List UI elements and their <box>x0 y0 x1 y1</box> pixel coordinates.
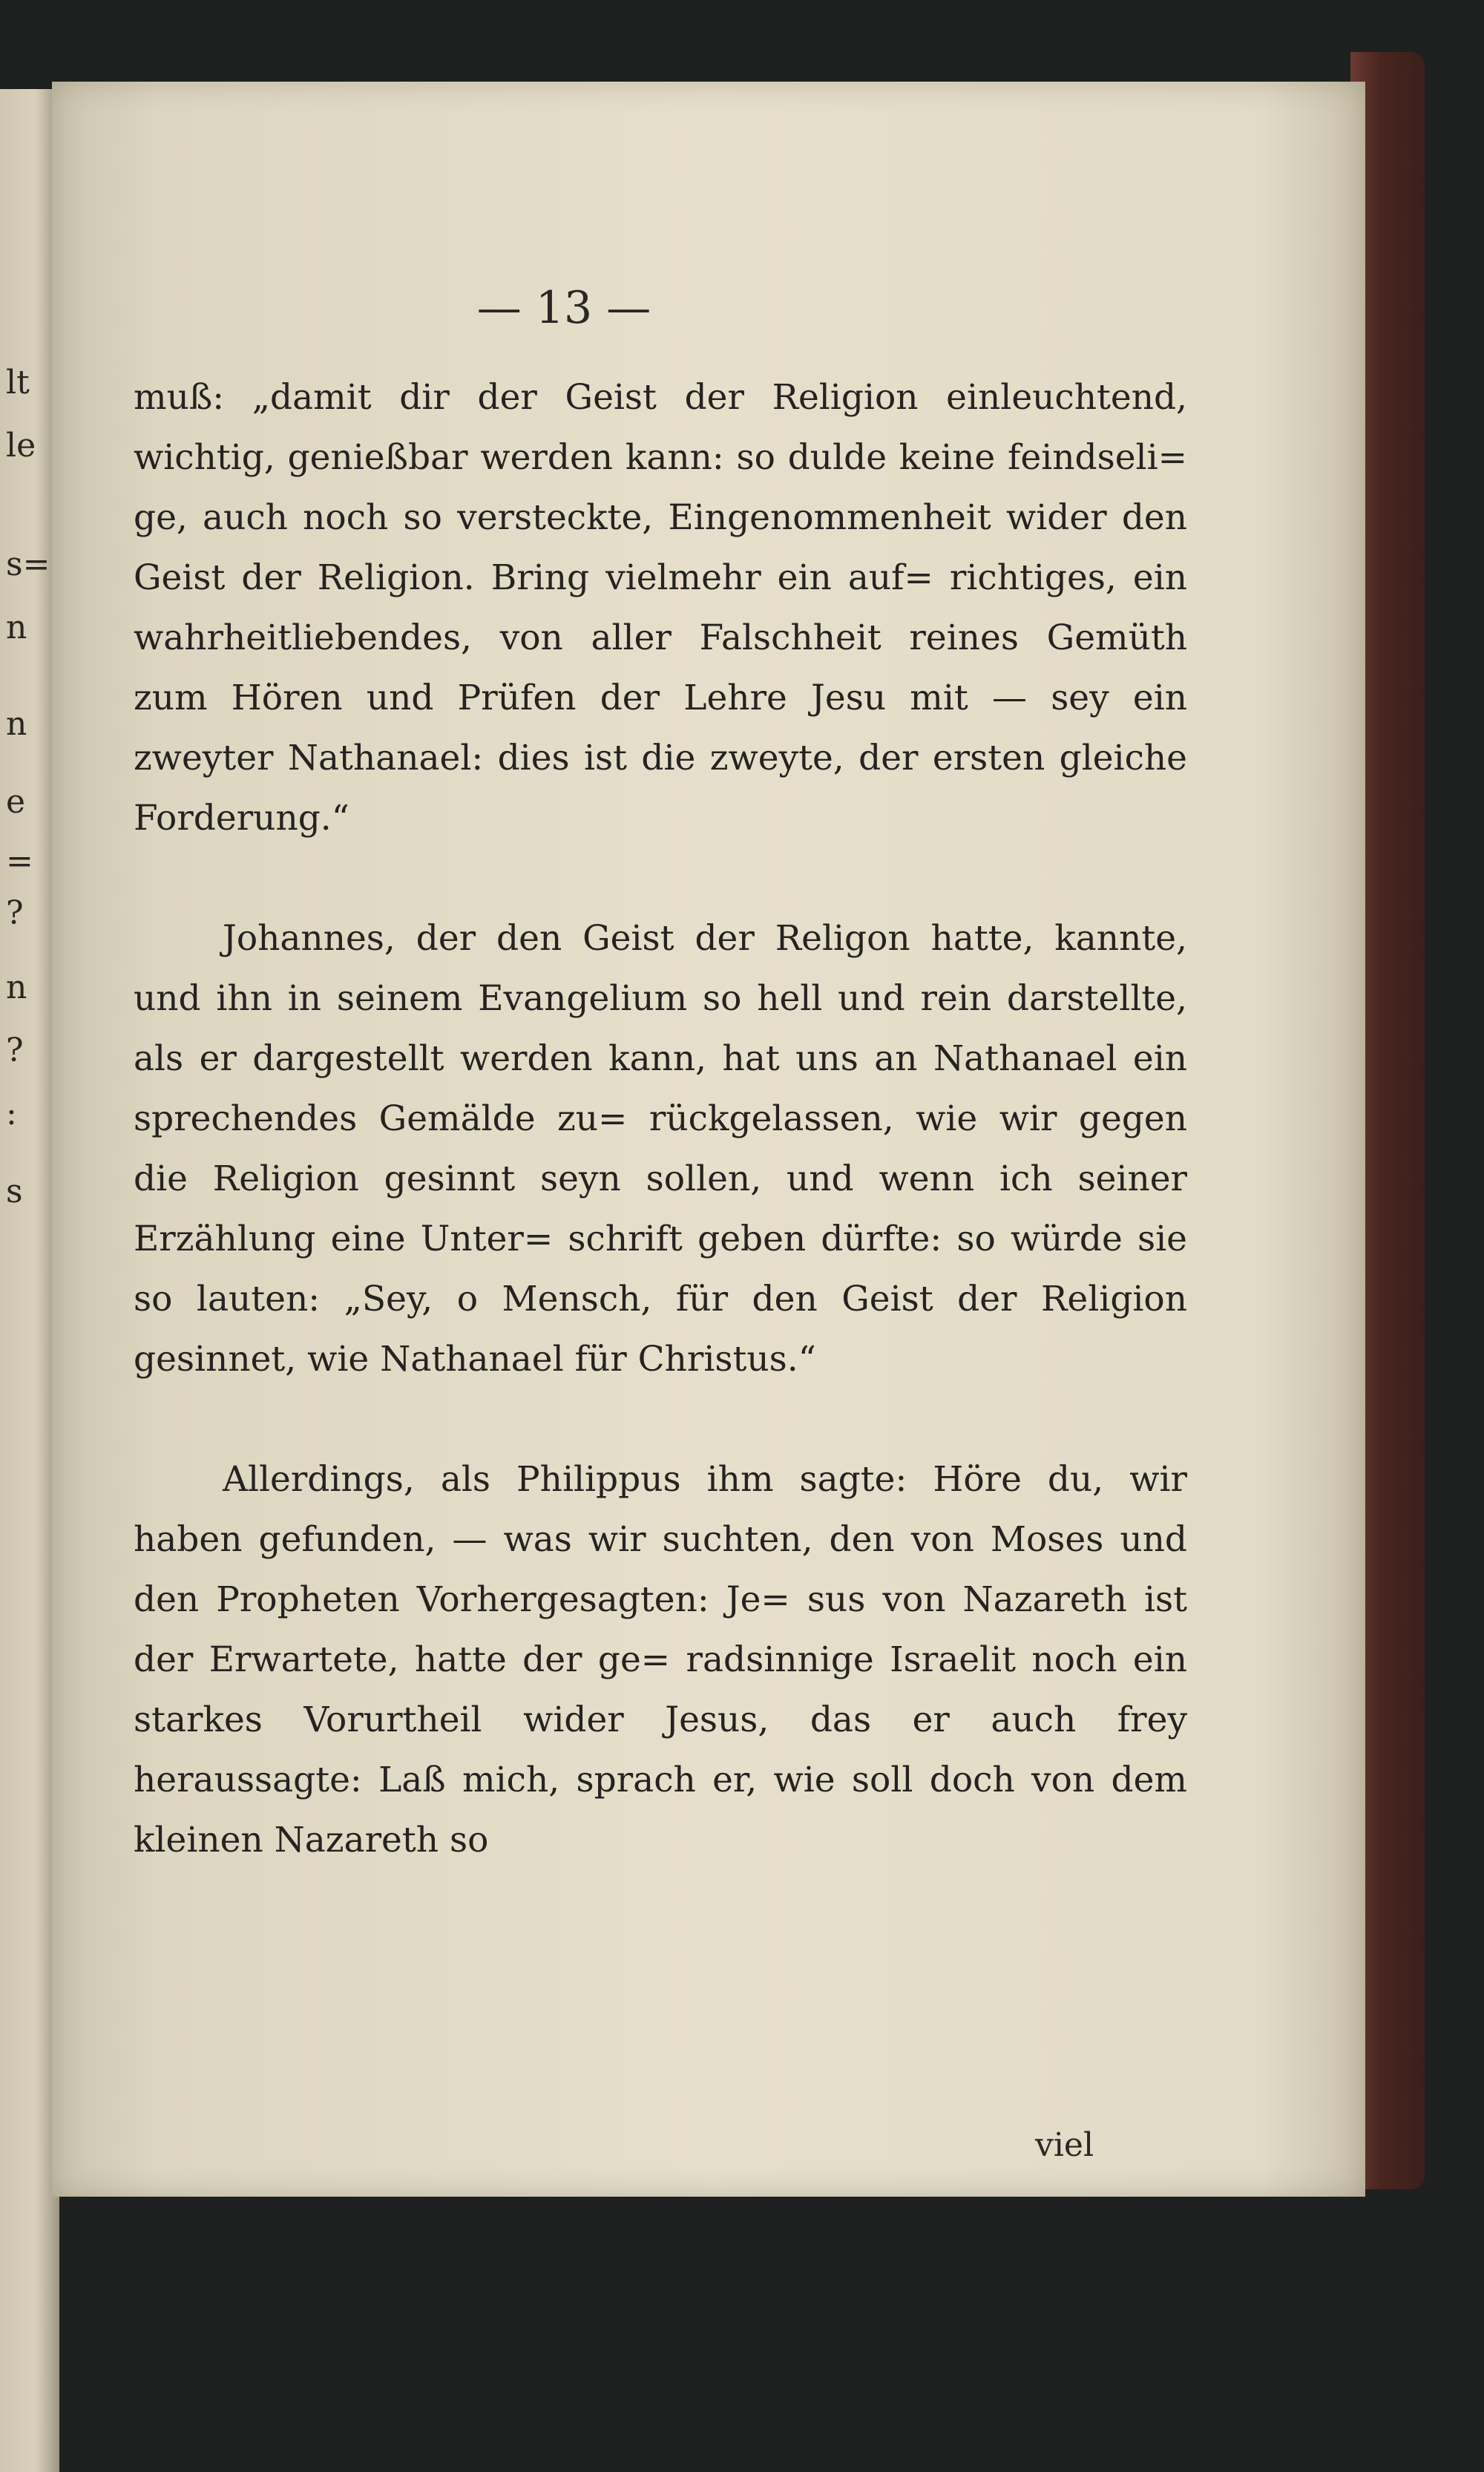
paragraph: Johannes, der den Geist der Religon hatte, kannte, und ihn in seinem Evangelium so hell und rein darstellte, als er dargestellt werden kann, hat uns an Nathanael ein sprechendes Gemälde zu= rückgelassen, wie wir gegen die Religion gesinnt seyn sollen, und wenn ich seiner Erzählung eine Unter= schrift geben dürfte: so würde sie so lauten: „Sey, o Mensch, für den Geist der Religion gesinnet, wie Nathanael für Christus.“ <box>134 918 1187 1380</box>
margin-fragment: = <box>6 842 33 880</box>
paragraph: muß: „damit dir der Geist der Religion einleuchtend, wichtig, genießbar werden kann: so dulde keine feindseli= ge, auch noch so versteckte, Eingenommenheit wider den Geist der Religion. Bring vielmehr ein auf= richtiges, ein wahrheitliebendes, von aller Falschheit reines Gemüth zum Hören und Prüfen der Lehre Jesu mit — sey ein zweyter Nathanael: dies ist die zweyte, der ersten gleiche Forderung.“ <box>134 377 1187 839</box>
margin-fragment: n <box>6 705 27 743</box>
margin-fragment: n <box>6 968 27 1006</box>
catchword: viel <box>1035 2126 1094 2164</box>
margin-fragment: ? <box>6 1032 24 1069</box>
facing-page-edge <box>0 89 59 2472</box>
margin-fragment: n <box>6 609 27 646</box>
margin-fragment: s= <box>6 545 50 583</box>
margin-fragment: le <box>6 427 36 465</box>
margin-fragment: s <box>6 1173 23 1210</box>
page-number: — 13 — <box>476 282 651 334</box>
paragraph: Allerdings, als Philippus ihm sagte: Höre du, wir haben gefunden, — was wir suchten, den von Moses und den Propheten Vorhergesagten: Je= sus von Nazareth ist der Erwartete, hatte der ge= radsinnige Israelit noch ein starkes Vorurtheil wider Jesus, das er auch frey heraussagte: Laß mich, sprach er, wie soll doch von dem kleinen Nazareth so <box>134 1459 1187 1860</box>
margin-fragment: lt <box>6 364 30 401</box>
facing-page-fragments <box>0 89 59 2472</box>
margin-fragment: : <box>6 1095 17 1132</box>
margin-fragment: ? <box>6 894 24 932</box>
page <box>52 82 1365 2197</box>
body-text <box>134 367 1187 1870</box>
margin-fragment: e <box>6 783 26 821</box>
